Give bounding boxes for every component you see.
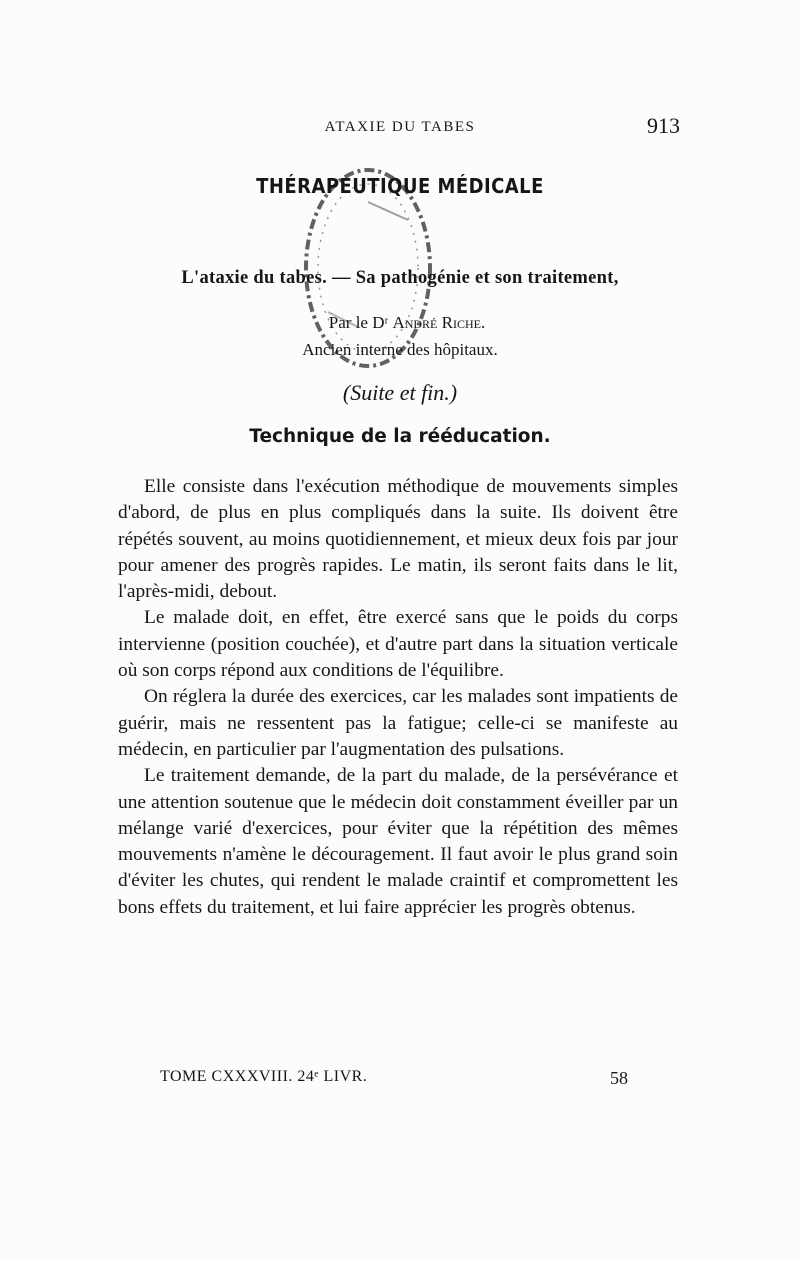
byline: [0, 313, 800, 333]
paragraph: On réglera la durée des exercices, car les malades sont impatients de guérir, mais ne ressentent pas la fatigue; celle-ci se manifeste au médecin, en particulier par l'augmentation des pulsations.: [118, 686, 678, 760]
section-subheading: Technique de la rééducation.: [249, 426, 551, 447]
volume-info: TOME CXXXVIII. 24ᵉ LIVR.: [160, 1068, 368, 1085]
author-affiliation: Ancien interne des hôpitaux.: [302, 340, 498, 359]
body-text: [118, 474, 678, 921]
byline-prefix: Par le Dʳ: [328, 313, 389, 332]
running-title: ATAXIE DU TABES: [324, 119, 476, 135]
paragraph: Elle consiste dans l'exécution méthodique de mouvements simples d'abord, de plus en plus compliqués dans la suite. Ils doivent être répétés souvent, au moins quotidiennement, et mieux deux fois par jour pour amener des progrès rapides. Le matin, ils seront faits dans le lit, l'après-midi, debout.: [118, 476, 678, 603]
paragraph: Le traitement demande, de la part du malade, de la persévérance et une attention soutenue que le médecin doit constamment éveiller par un mélange varié d'exercices, pour éviter que la répétition des mêmes mouvements n'amène le découragement. Il faut avoir le plus grand soin d'éviter les chutes, qui rendent le malade craintif et compromettent les bons effets du traitement, et lui faire apprécier les progrès obtenus.: [118, 765, 678, 918]
paragraph: Le malade doit, en effet, être exercé sans que le poids du corps intervienne (position couchée), et d'autre part dans la situation verticale où son corps répond aux conditions de l'équilibre.: [118, 607, 678, 682]
signature-mark: 58: [610, 1068, 628, 1088]
page-number: 913: [647, 113, 680, 138]
continued-note: (Suite et fin.): [342, 380, 458, 405]
running-head: [0, 113, 800, 143]
article-title: L'ataxie du tabes. — Sa pathogénie et son traitement,: [181, 268, 619, 288]
page-footer: [0, 1068, 800, 1098]
section-heading: THÉRAPEUTIQUE MÉDICALE: [256, 174, 544, 198]
author-name: André Riche.: [392, 313, 486, 332]
